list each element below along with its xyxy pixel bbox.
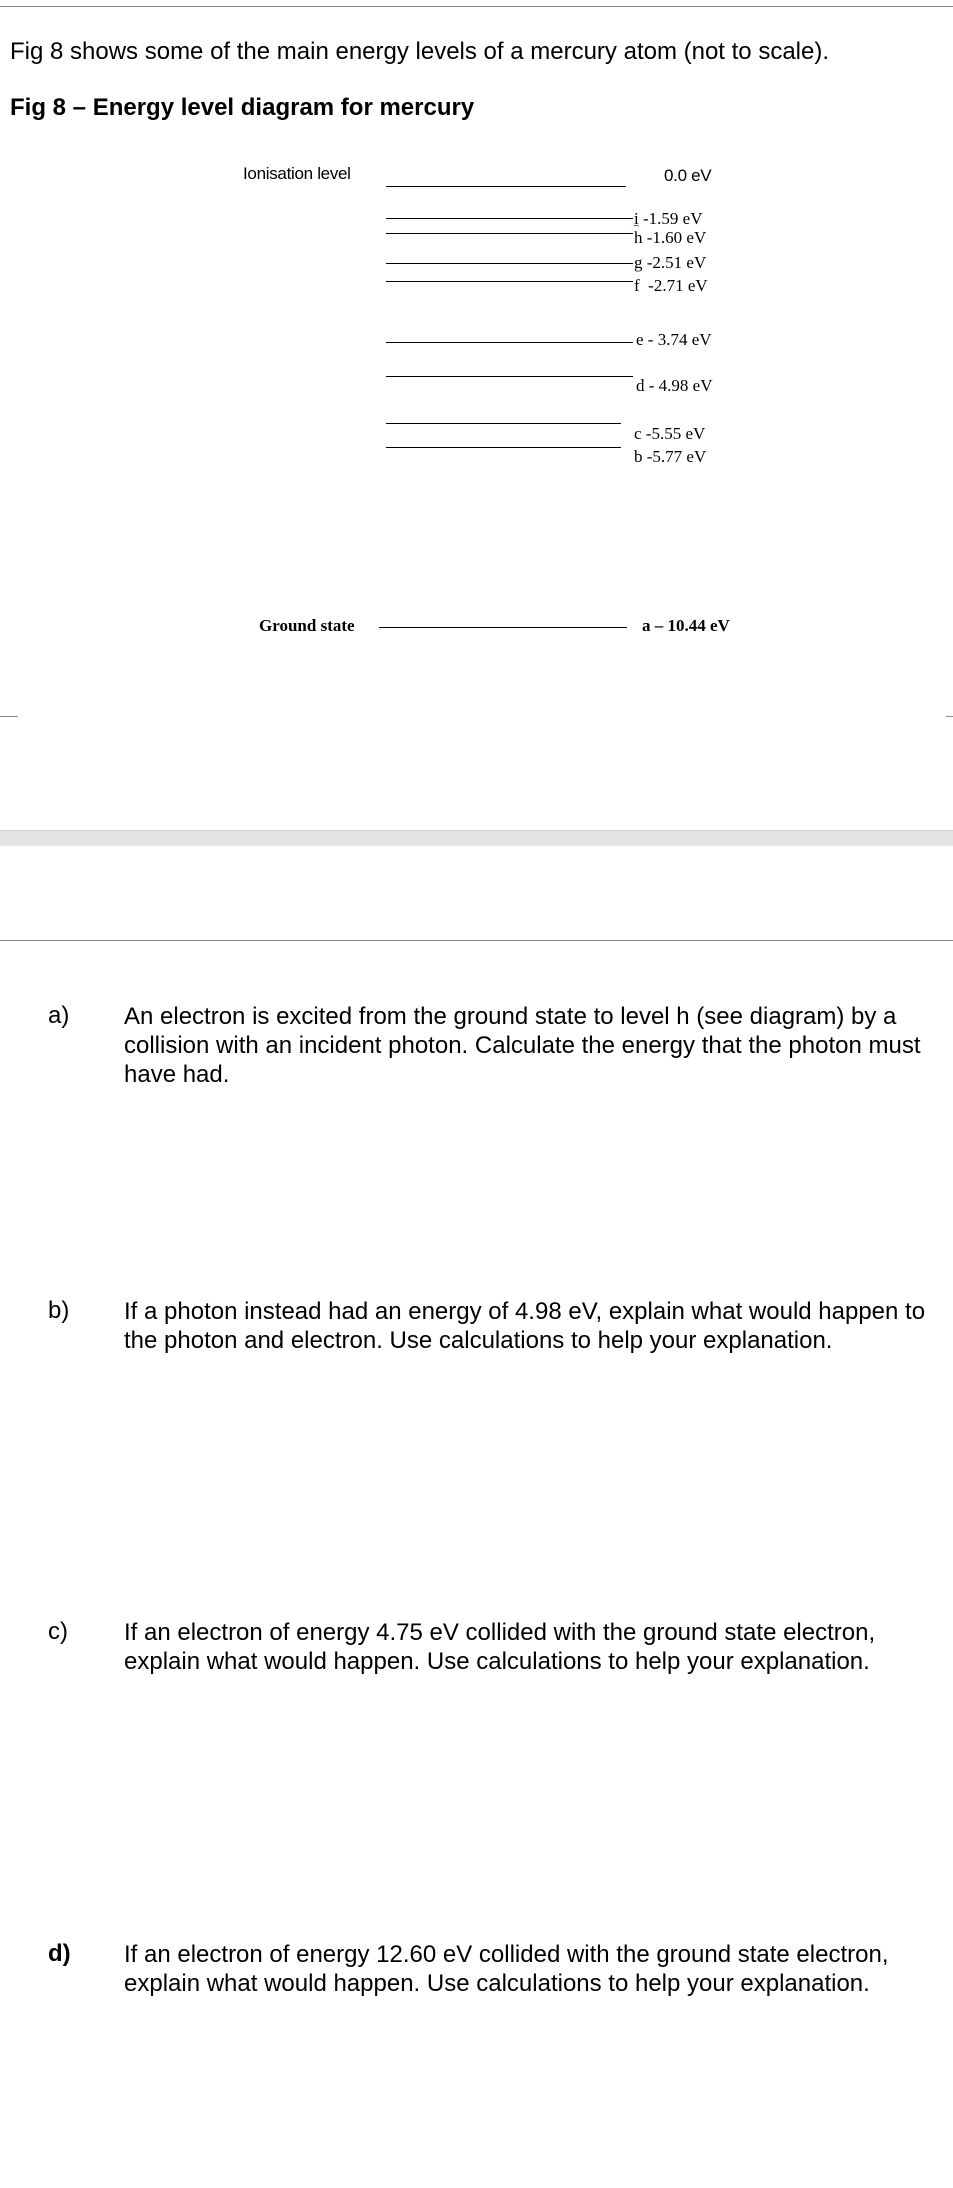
figure-title: Fig 8 – Energy level diagram for mercury: [10, 94, 475, 121]
level-label-i: [634, 209, 702, 229]
level-line-h: [386, 233, 633, 234]
level-line-i: [386, 218, 633, 219]
level-value-i: -1.59 eV: [638, 209, 703, 228]
question-d-text: If an electron of energy 12.60 eV collided with the ground state electron, explain what would happen. Use calculations to help your explanation.: [124, 1941, 889, 1997]
intro-text: Fig 8 shows some of the main energy levels of a mercury atom (not to scale).: [10, 38, 830, 65]
question-a-text: An electron is excited from the ground state to level h (see diagram) by a collision with an incident photon. Calculate the energy that the photon must have had.: [124, 1003, 921, 1088]
level-line-e: [386, 342, 633, 343]
level-label-h: [634, 228, 706, 248]
question-b-letter: b): [48, 1297, 70, 1324]
level-label-e: e - 3.74 eV: [636, 330, 712, 349]
level-value-g: -2.51 eV: [642, 253, 707, 272]
level-letter-i: i: [634, 209, 639, 228]
level-line-g: [386, 263, 633, 264]
level-line-d: [386, 376, 633, 377]
level-label-d: d - 4.98 eV: [636, 376, 713, 395]
ground-state-label: Ground state: [259, 616, 355, 635]
question-a-letter: a): [48, 1002, 70, 1029]
level-label-ionisation: 0.0 eV: [664, 166, 712, 185]
level-line-c: [386, 423, 621, 424]
level-label-f: [634, 276, 708, 296]
question-d-letter: d): [48, 1940, 71, 1967]
level-label-b: b -5.77 eV: [634, 447, 707, 466]
level-line-ionisation: [386, 186, 626, 187]
page-break-band: [0, 830, 953, 846]
question-c-letter: c): [48, 1618, 68, 1645]
level-label-g: [634, 253, 706, 273]
level-letter-g: g: [634, 253, 643, 272]
level-value-f: -2.71 eV: [639, 276, 708, 295]
level-label-a: a – 10.44 eV: [642, 616, 730, 635]
left-edge-tick: [0, 716, 18, 717]
level-letter-h: h: [634, 228, 643, 247]
question-c-text: If an electron of energy 4.75 eV collided with the ground state electron, explain what would happen. Use calculations to help your explanation.: [124, 1619, 876, 1675]
top-divider: [0, 6, 953, 7]
level-line-ground: [379, 627, 627, 628]
right-edge-tick: [946, 716, 953, 717]
ionisation-label: Ionisation level: [243, 164, 351, 183]
level-letter-f: f: [634, 276, 640, 295]
level-line-b: [386, 447, 621, 448]
level-value-h: -1.60 eV: [642, 228, 707, 247]
question-b-text: If a photon instead had an energy of 4.98 eV, explain what would happen to the photon and electron. Use calculations to help your explanation.: [124, 1298, 926, 1354]
energy-level-diagram: [0, 150, 953, 650]
level-label-c: c -5.55 eV: [634, 424, 706, 443]
level-line-f: [386, 281, 633, 282]
section-divider: [0, 940, 953, 941]
